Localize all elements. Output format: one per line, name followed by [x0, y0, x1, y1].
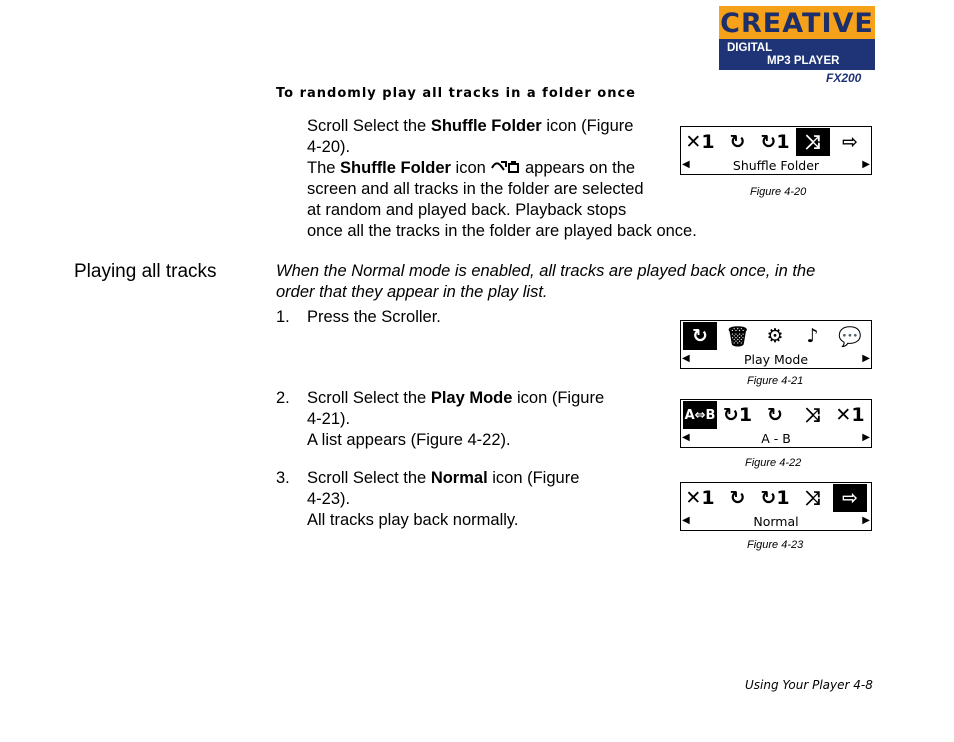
shuffle-icon: ⤨	[804, 404, 821, 426]
repeat-one-icon: ↻	[729, 487, 746, 509]
logo-line2: MP3 PLAYER	[767, 55, 840, 67]
left-arrow-icon: ◀	[682, 159, 690, 170]
creative-logo	[719, 6, 875, 70]
section-heading: To randomly play all tracks in a folder once	[276, 86, 636, 101]
repeat-off-icon: ✕1	[835, 404, 865, 426]
intro-paragraph: When the Normal mode is enabled, all tracks are played back once, in the order that they appear in the play list.	[276, 262, 816, 301]
music-icon: ♪	[806, 325, 819, 347]
figure-caption: Figure 4-22	[745, 457, 802, 469]
normal-icon: ⇨	[842, 131, 858, 153]
right-arrow-icon: ▶	[862, 432, 870, 443]
page-footer: Using Your Player 4-8	[745, 678, 873, 692]
screen-label: Normal	[753, 514, 799, 529]
repeat-one-icon: ↻1	[722, 404, 753, 426]
normal-icon: ⇨	[833, 484, 867, 512]
figure-4-21-screen	[680, 320, 872, 369]
repeat-all-icon: ↻1	[760, 487, 790, 509]
logo-line1: DIGITAL	[727, 42, 773, 54]
trash-icon: 🗑	[725, 325, 750, 348]
figure-caption: Figure 4-20	[750, 186, 807, 198]
figure-4-22-screen	[680, 399, 872, 448]
repeat-one-icon: ↻	[729, 131, 746, 153]
chat-icon: 💬	[838, 325, 862, 348]
ab-repeat-icon: A⇔B	[683, 401, 717, 429]
right-arrow-icon: ▶	[862, 159, 870, 170]
repeat-off-icon: ✕1	[685, 487, 715, 509]
logo-brand: CREATIVE	[720, 8, 874, 39]
left-arrow-icon: ◀	[682, 515, 690, 526]
play-mode-icon: ↻	[683, 322, 717, 350]
shuffle-folder-icon: ⤨	[796, 128, 830, 156]
left-arrow-icon: ◀	[682, 432, 690, 443]
figure-caption: Figure 4-21	[747, 375, 804, 387]
left-arrow-icon: ◀	[682, 353, 690, 364]
screen-label: A - B	[761, 431, 791, 446]
step-1: 1. Press the Scroller.	[276, 308, 441, 326]
shuffle-folder-icon	[490, 159, 520, 175]
repeat-off-icon: ✕1	[685, 131, 715, 153]
playing-all-tracks-heading: Playing all tracks	[74, 261, 217, 282]
screen-label: Shuffle Folder	[732, 158, 820, 173]
step-3: 3. Scroll Select the Normal icon (Figure 4-23). All tracks play back normally.	[276, 469, 580, 529]
shuffle-paragraph: Scroll Select the Shuffle Folder icon (Figure 4-20). The Shuffle Folder icon appears on the screen and all tracks in the folder are selected at random and played back. Playback stops once all the tracks in the folder are played back once.	[307, 117, 697, 240]
screen-label: Play Mode	[743, 352, 809, 367]
model-name: FX200	[826, 71, 862, 85]
shuffle-folder-icon: ⤨	[804, 487, 821, 509]
repeat-all-icon: ↻1	[760, 131, 790, 153]
settings-icon: ⚙	[766, 325, 784, 347]
figure-4-20-screen	[680, 126, 872, 175]
repeat-all-icon: ↻	[767, 404, 783, 426]
figure-4-23-screen	[680, 482, 872, 531]
figure-caption: Figure 4-23	[747, 539, 804, 551]
step-2: 2. Scroll Select the Play Mode icon (Figure 4-21). A list appears (Figure 4-22).	[276, 389, 605, 449]
right-arrow-icon: ▶	[862, 353, 870, 364]
right-arrow-icon: ▶	[862, 515, 870, 526]
